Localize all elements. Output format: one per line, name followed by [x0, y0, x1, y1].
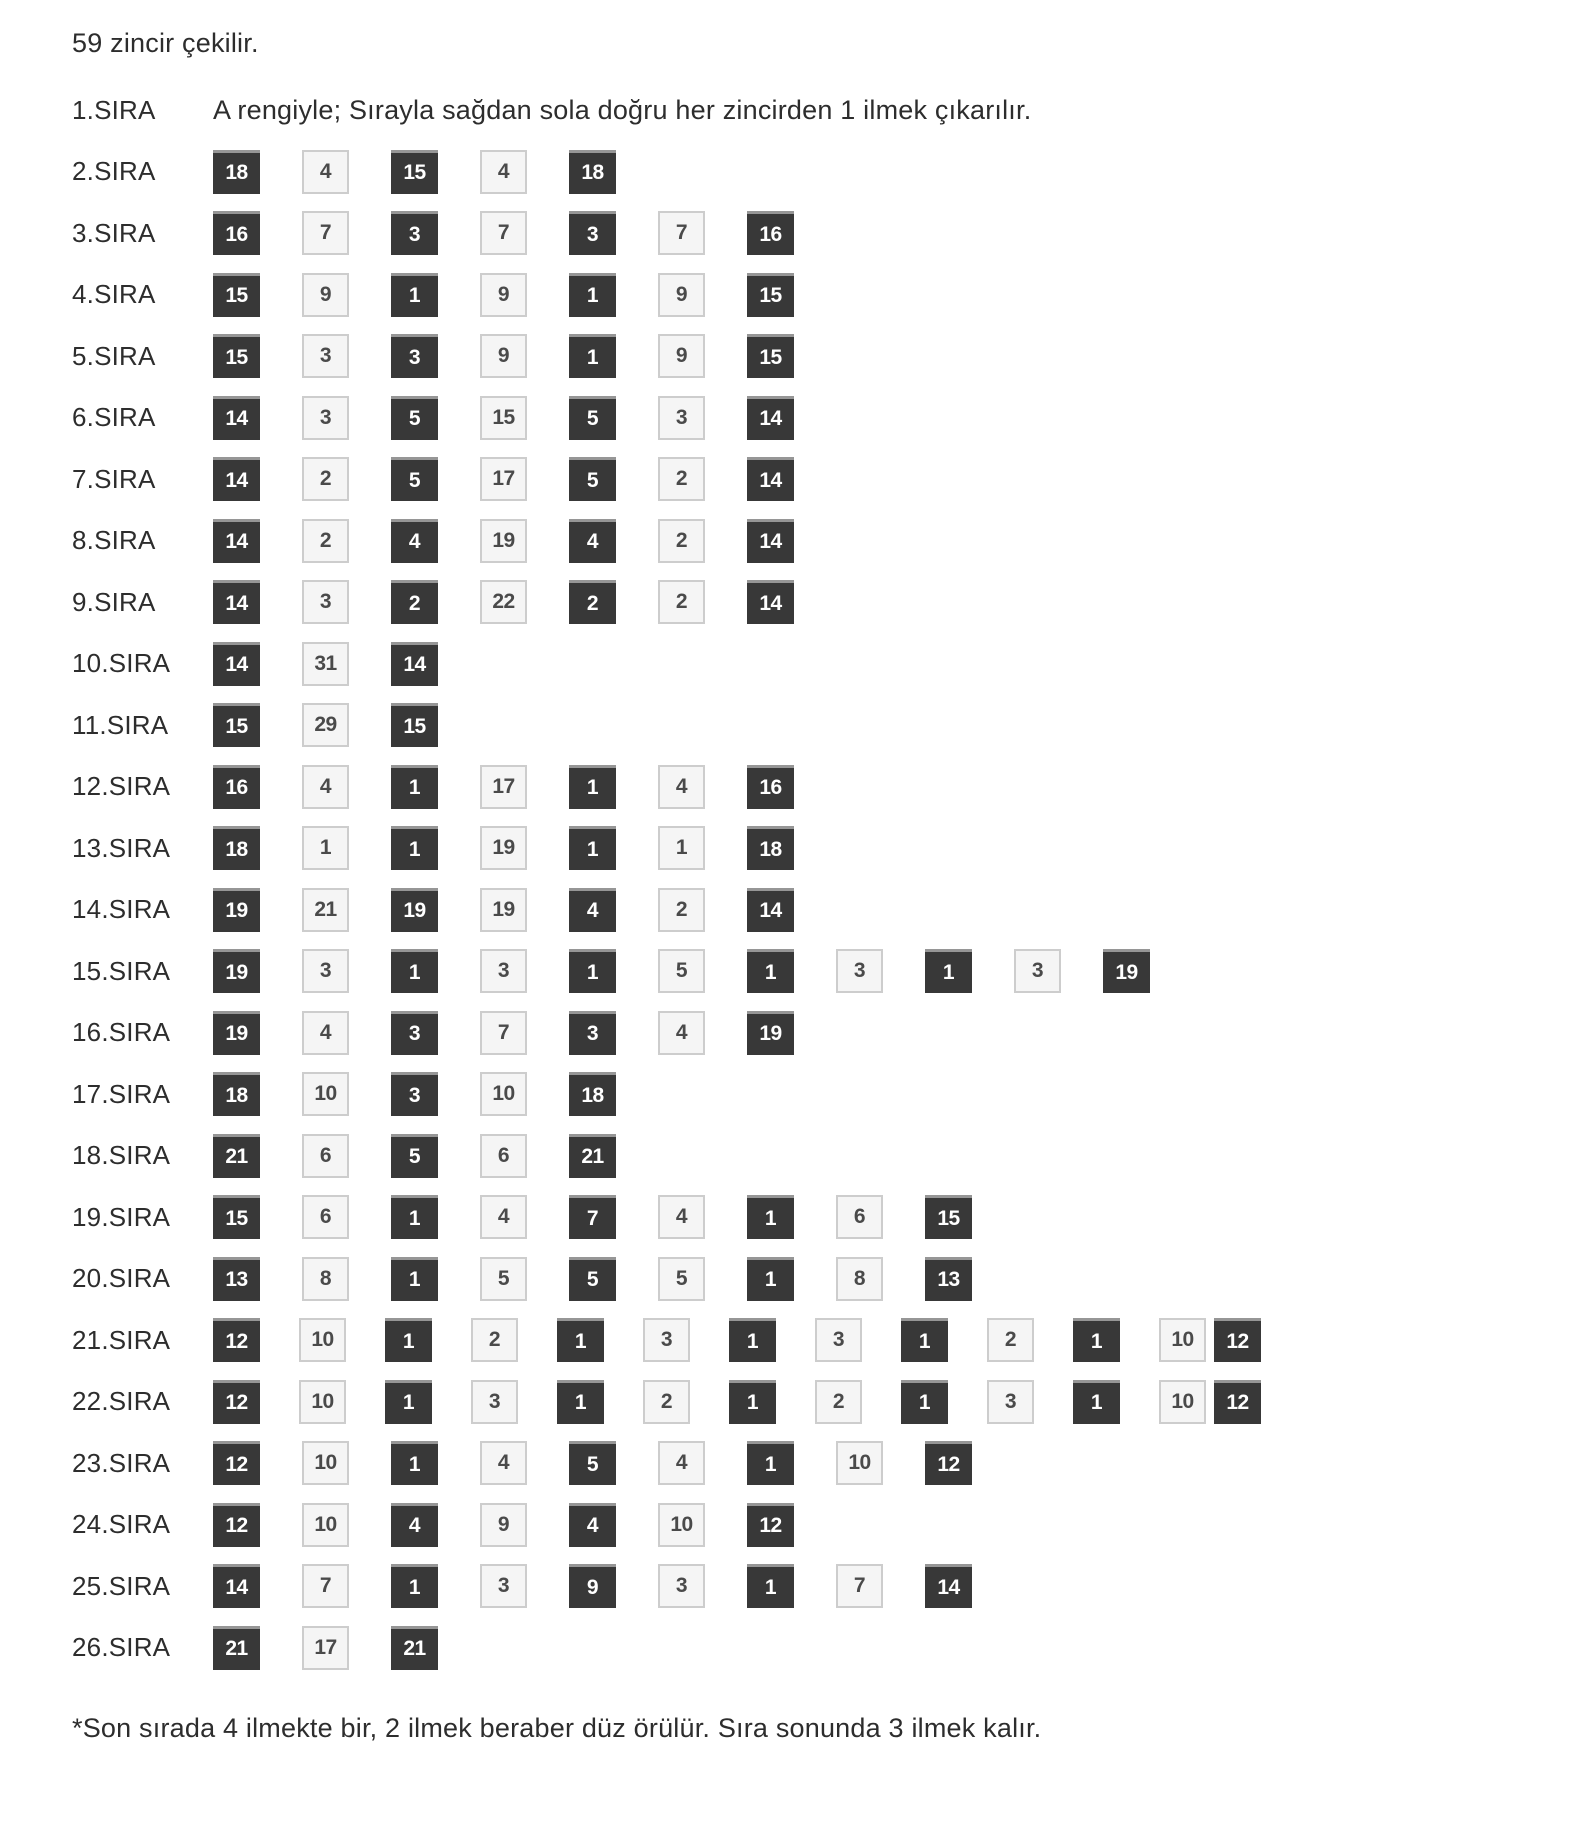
stitch-cell: 1 — [391, 1441, 438, 1485]
stitch-cell: 4 — [302, 150, 349, 194]
stitch-cell: 10 — [299, 1380, 346, 1424]
stitch-cell: 14 — [213, 642, 260, 686]
row-label: 5.SIRA — [72, 340, 156, 371]
stitch-cell: 10 — [302, 1441, 349, 1485]
row-label: 1.SIRA — [72, 94, 156, 125]
stitch-cell: 2 — [302, 457, 349, 501]
stitch-cells — [213, 211, 794, 255]
stitch-cell: 4 — [480, 1441, 527, 1485]
row-label: 25.SIRA — [72, 1570, 171, 1601]
stitch-cell: 1 — [729, 1380, 776, 1424]
stitch-cell: 1 — [925, 949, 972, 993]
stitch-cell: 5 — [391, 1134, 438, 1178]
stitch-cell: 17 — [480, 765, 527, 809]
row-label: 26.SIRA — [72, 1632, 171, 1662]
stitch-cell: 15 — [480, 396, 527, 440]
pattern-row — [72, 211, 1555, 255]
stitch-cell: 15 — [391, 150, 438, 194]
stitch-cell: 1 — [391, 273, 438, 317]
stitch-cells — [213, 703, 438, 747]
page-title: 59 zincir çekilir. — [72, 28, 259, 58]
stitch-cell: 3 — [302, 334, 349, 378]
stitch-cells — [213, 1626, 438, 1670]
stitch-cell: 4 — [569, 519, 616, 563]
stitch-cell: 4 — [658, 1441, 705, 1485]
stitch-cell: 1 — [391, 1564, 438, 1608]
stitch-cells — [213, 457, 794, 501]
stitch-cell: 9 — [480, 1503, 527, 1547]
stitch-cell: 4 — [658, 765, 705, 809]
stitch-cell: 4 — [302, 765, 349, 809]
stitch-cell: 3 — [987, 1380, 1034, 1424]
stitch-cell: 12 — [747, 1503, 794, 1547]
pattern-row — [72, 1195, 1555, 1239]
pattern-row — [72, 703, 1555, 747]
stitch-cell: 5 — [391, 457, 438, 501]
stitch-cell: 4 — [480, 1195, 527, 1239]
stitch-cell: 18 — [213, 826, 260, 870]
stitch-cell: 1 — [747, 1441, 794, 1485]
stitch-cell: 1 — [729, 1318, 776, 1362]
row-label: 22.SIRA — [72, 1386, 171, 1416]
pattern-row — [72, 1072, 1555, 1116]
pattern-row — [72, 826, 1555, 870]
stitch-cell: 2 — [569, 580, 616, 624]
knitting-pattern-chart — [72, 88, 1555, 1670]
row-label: 10.SIRA — [72, 648, 171, 678]
stitch-cell: 18 — [747, 826, 794, 870]
row-label: 4.SIRA — [72, 279, 156, 309]
row-label: 18.SIRA — [72, 1140, 171, 1170]
stitch-cell: 14 — [213, 457, 260, 501]
stitch-cell: 5 — [480, 1257, 527, 1301]
stitch-cell: 3 — [471, 1380, 518, 1424]
stitch-cell: 19 — [480, 888, 527, 932]
stitch-cell: 16 — [213, 765, 260, 809]
stitch-cell: 3 — [302, 396, 349, 440]
row-label: 6.SIRA — [72, 402, 156, 432]
pattern-row — [72, 1380, 1555, 1424]
stitch-cell: 21 — [302, 888, 349, 932]
pattern-row — [72, 1564, 1555, 1608]
stitch-cell: 19 — [747, 1011, 794, 1055]
pattern-row — [72, 1441, 1555, 1485]
stitch-cell: 19 — [391, 888, 438, 932]
row-label: 9.SIRA — [72, 586, 156, 617]
stitch-cell: 10 — [1159, 1380, 1206, 1424]
stitch-cell: 1 — [658, 826, 705, 870]
stitch-cell: 1 — [391, 1195, 438, 1239]
stitch-cell: 5 — [569, 457, 616, 501]
stitch-cell: 10 — [480, 1072, 527, 1116]
stitch-cell: 9 — [480, 273, 527, 317]
stitch-cell: 3 — [643, 1318, 690, 1362]
stitch-cell: 19 — [480, 519, 527, 563]
stitch-cell: 3 — [658, 1564, 705, 1608]
stitch-cells — [213, 1134, 616, 1178]
stitch-cell: 1 — [569, 826, 616, 870]
stitch-cell: 4 — [569, 1503, 616, 1547]
row-label: 11.SIRA — [72, 709, 169, 740]
stitch-cell: 14 — [925, 1564, 972, 1608]
stitch-cell: 3 — [391, 1072, 438, 1116]
stitch-cell: 2 — [391, 580, 438, 624]
pattern-row — [72, 88, 1555, 132]
stitch-cell: 3 — [815, 1318, 862, 1362]
stitch-cell: 1 — [391, 826, 438, 870]
stitch-cell: 21 — [213, 1134, 260, 1178]
stitch-cell: 1 — [747, 1564, 794, 1608]
stitch-cell: 2 — [987, 1318, 1034, 1362]
stitch-cell: 14 — [747, 457, 794, 501]
row-label: 16.SIRA — [72, 1017, 171, 1047]
row-label: 15.SIRA — [72, 955, 171, 986]
stitch-cell: 16 — [747, 211, 794, 255]
stitch-cells — [213, 826, 794, 870]
stitch-cell: 1 — [385, 1380, 432, 1424]
stitch-cells — [213, 334, 794, 378]
row-label: 8.SIRA — [72, 525, 156, 555]
stitch-cell: 3 — [302, 949, 349, 993]
stitch-cell: 16 — [747, 765, 794, 809]
stitch-cells — [213, 642, 438, 686]
pattern-row — [72, 273, 1555, 317]
stitch-cell: 3 — [1014, 949, 1061, 993]
stitch-cell: 17 — [302, 1626, 349, 1670]
stitch-cell: 1 — [302, 826, 349, 870]
stitch-cell: 5 — [569, 1257, 616, 1301]
stitch-cell: 14 — [747, 396, 794, 440]
stitch-cell: 9 — [480, 334, 527, 378]
stitch-cell: 12 — [925, 1441, 972, 1485]
stitch-cell: 1 — [1073, 1318, 1120, 1362]
stitch-cell: 1 — [747, 949, 794, 993]
stitch-cell: 3 — [391, 211, 438, 255]
stitch-cell: 8 — [302, 1257, 349, 1301]
stitch-cell: 4 — [658, 1195, 705, 1239]
stitch-cell: 10 — [299, 1318, 346, 1362]
stitch-cell: 10 — [658, 1503, 705, 1547]
stitch-cell: 4 — [480, 150, 527, 194]
stitch-cell: 3 — [569, 211, 616, 255]
stitch-cell: 1 — [391, 765, 438, 809]
stitch-cell: 7 — [480, 211, 527, 255]
stitch-cell: 15 — [747, 334, 794, 378]
stitch-cell: 2 — [658, 519, 705, 563]
row-label: 3.SIRA — [72, 217, 156, 248]
stitch-cell: 4 — [569, 888, 616, 932]
stitch-cell: 1 — [391, 949, 438, 993]
stitch-cell: 14 — [747, 888, 794, 932]
pattern-row — [72, 1318, 1555, 1362]
stitch-cell: 1 — [391, 1257, 438, 1301]
stitch-cell: 6 — [836, 1195, 883, 1239]
stitch-cell: 21 — [213, 1626, 260, 1670]
stitch-cell: 19 — [213, 888, 260, 932]
stitch-cell: 15 — [213, 334, 260, 378]
pattern-row — [72, 396, 1555, 440]
stitch-cell: 4 — [658, 1011, 705, 1055]
stitch-cell: 6 — [302, 1195, 349, 1239]
stitch-cell: 7 — [480, 1011, 527, 1055]
stitch-cell: 4 — [302, 1011, 349, 1055]
pattern-row — [72, 519, 1555, 563]
row-label: 2.SIRA — [72, 156, 156, 186]
stitch-cell: 2 — [302, 519, 349, 563]
stitch-cell: 8 — [836, 1257, 883, 1301]
stitch-cell: 1 — [557, 1318, 604, 1362]
stitch-cell: 2 — [658, 457, 705, 501]
stitch-cells — [213, 888, 794, 932]
stitch-cell: 1 — [747, 1195, 794, 1239]
stitch-cell: 4 — [391, 519, 438, 563]
stitch-cell: 21 — [391, 1626, 438, 1670]
pattern-row — [72, 765, 1555, 809]
stitch-cell: 2 — [658, 580, 705, 624]
row-label: 23.SIRA — [72, 1447, 171, 1478]
row-label: 19.SIRA — [72, 1201, 171, 1232]
stitch-cell: 17 — [480, 457, 527, 501]
row-label: 13.SIRA — [72, 832, 171, 863]
stitch-cell: 7 — [302, 211, 349, 255]
pattern-row — [72, 1257, 1555, 1301]
row-label: 12.SIRA — [72, 771, 171, 801]
pattern-row — [72, 457, 1555, 501]
stitch-cell: 14 — [391, 642, 438, 686]
stitch-cell: 4 — [391, 1503, 438, 1547]
stitch-cells — [213, 949, 1150, 993]
stitch-cell: 5 — [658, 1257, 705, 1301]
stitch-cell: 7 — [302, 1564, 349, 1608]
stitch-cell: 2 — [658, 888, 705, 932]
stitch-cells — [213, 1072, 616, 1116]
stitch-cell: 7 — [569, 1195, 616, 1239]
stitch-cell: 1 — [385, 1318, 432, 1362]
stitch-cell: 3 — [569, 1011, 616, 1055]
stitch-cell: 15 — [747, 273, 794, 317]
stitch-cell: 15 — [213, 1195, 260, 1239]
pattern-row — [72, 1626, 1555, 1670]
stitch-cell: 12 — [213, 1503, 260, 1547]
stitch-cell: 1 — [569, 273, 616, 317]
stitch-cell: 2 — [643, 1380, 690, 1424]
stitch-cell: 3 — [658, 396, 705, 440]
stitch-cell: 18 — [569, 150, 616, 194]
stitch-cell: 18 — [213, 1072, 260, 1116]
stitch-cell: 3 — [391, 334, 438, 378]
stitch-cell: 16 — [213, 211, 260, 255]
stitch-cell: 12 — [1214, 1380, 1261, 1424]
stitch-cell: 19 — [1103, 949, 1150, 993]
stitch-cell: 6 — [302, 1134, 349, 1178]
stitch-cell: 10 — [302, 1503, 349, 1547]
stitch-cell: 6 — [480, 1134, 527, 1178]
stitch-cell: 10 — [1159, 1318, 1206, 1362]
stitch-cell: 19 — [213, 949, 260, 993]
stitch-cell: 3 — [391, 1011, 438, 1055]
stitch-cell: 13 — [925, 1257, 972, 1301]
row-label: 20.SIRA — [72, 1263, 171, 1293]
stitch-cell: 5 — [569, 1441, 616, 1485]
row-label: 14.SIRA — [72, 894, 171, 924]
stitch-cell: 14 — [747, 519, 794, 563]
stitch-cell: 2 — [471, 1318, 518, 1362]
pattern-row — [72, 949, 1555, 993]
pattern-row — [72, 1011, 1555, 1055]
row-label: 17.SIRA — [72, 1078, 171, 1109]
stitch-cell: 13 — [213, 1257, 260, 1301]
stitch-cell: 7 — [836, 1564, 883, 1608]
stitch-cells — [213, 1318, 1261, 1362]
stitch-cells — [213, 1011, 794, 1055]
stitch-cell: 3 — [302, 580, 349, 624]
stitch-cell: 15 — [213, 703, 260, 747]
stitch-cells — [213, 1503, 794, 1547]
stitch-cell: 14 — [213, 1564, 260, 1608]
pattern-row — [72, 888, 1555, 932]
stitch-cell: 15 — [925, 1195, 972, 1239]
row-label: 7.SIRA — [72, 463, 156, 494]
stitch-cells — [213, 150, 616, 194]
row-label: 24.SIRA — [72, 1509, 171, 1539]
stitch-cell: 5 — [658, 949, 705, 993]
stitch-cell: 9 — [658, 334, 705, 378]
pattern-row — [72, 150, 1555, 194]
stitch-cell: 9 — [302, 273, 349, 317]
stitch-cell: 3 — [480, 1564, 527, 1608]
stitch-cell: 12 — [213, 1380, 260, 1424]
stitch-cells — [213, 396, 794, 440]
stitch-cell: 21 — [569, 1134, 616, 1178]
stitch-cells — [213, 1380, 1261, 1424]
stitch-cells — [213, 765, 794, 809]
pattern-row — [72, 642, 1555, 686]
stitch-cell: 19 — [213, 1011, 260, 1055]
stitch-cell: 19 — [480, 826, 527, 870]
stitch-cell: 15 — [391, 703, 438, 747]
stitch-cells — [213, 1564, 972, 1608]
stitch-cell: 1 — [569, 334, 616, 378]
stitch-cell: 12 — [1214, 1318, 1261, 1362]
stitch-cell: 14 — [213, 519, 260, 563]
stitch-cell: 1 — [901, 1318, 948, 1362]
stitch-cells — [213, 273, 794, 317]
stitch-cell: 9 — [569, 1564, 616, 1608]
stitch-cell: 14 — [747, 580, 794, 624]
stitch-cell: 1 — [1073, 1380, 1120, 1424]
stitch-cell: 31 — [302, 642, 349, 686]
stitch-cells — [213, 519, 794, 563]
stitch-cell: 5 — [391, 396, 438, 440]
stitch-cell: 14 — [213, 396, 260, 440]
pattern-row — [72, 1503, 1555, 1547]
stitch-cell: 10 — [302, 1072, 349, 1116]
stitch-cell: 1 — [901, 1380, 948, 1424]
stitch-cells — [213, 580, 794, 624]
stitch-cell: 12 — [213, 1441, 260, 1485]
stitch-cell: 10 — [836, 1441, 883, 1485]
stitch-cell: 5 — [569, 396, 616, 440]
stitch-cell: 1 — [557, 1380, 604, 1424]
pattern-row — [72, 334, 1555, 378]
stitch-cell: 12 — [213, 1318, 260, 1362]
stitch-cell: 18 — [213, 150, 260, 194]
pattern-row — [72, 580, 1555, 624]
stitch-cell: 1 — [747, 1257, 794, 1301]
stitch-cells — [213, 1257, 972, 1301]
stitch-cell: 9 — [658, 273, 705, 317]
stitch-cell: 15 — [213, 273, 260, 317]
stitch-cell: 7 — [658, 211, 705, 255]
stitch-cell: 1 — [569, 765, 616, 809]
footnote: *Son sırada 4 ilmekte bir, 2 ilmek beraber düz örülür. Sıra sonunda 3 ilmek kalır. — [72, 1712, 1042, 1743]
stitch-cells — [213, 1195, 972, 1239]
row-instruction: A rengiyle; Sırayla sağdan sola doğru her zincirden 1 ilmek çıkarılır. — [213, 94, 1032, 125]
stitch-cell: 22 — [480, 580, 527, 624]
stitch-cell: 3 — [480, 949, 527, 993]
stitch-cell: 1 — [569, 949, 616, 993]
pattern-row — [72, 1134, 1555, 1178]
stitch-cell: 18 — [569, 1072, 616, 1116]
row-label: 21.SIRA — [72, 1324, 171, 1355]
stitch-cells — [213, 1441, 972, 1485]
stitch-cell: 3 — [836, 949, 883, 993]
stitch-cell: 2 — [815, 1380, 862, 1424]
stitch-cell: 14 — [213, 580, 260, 624]
stitch-cell: 29 — [302, 703, 349, 747]
